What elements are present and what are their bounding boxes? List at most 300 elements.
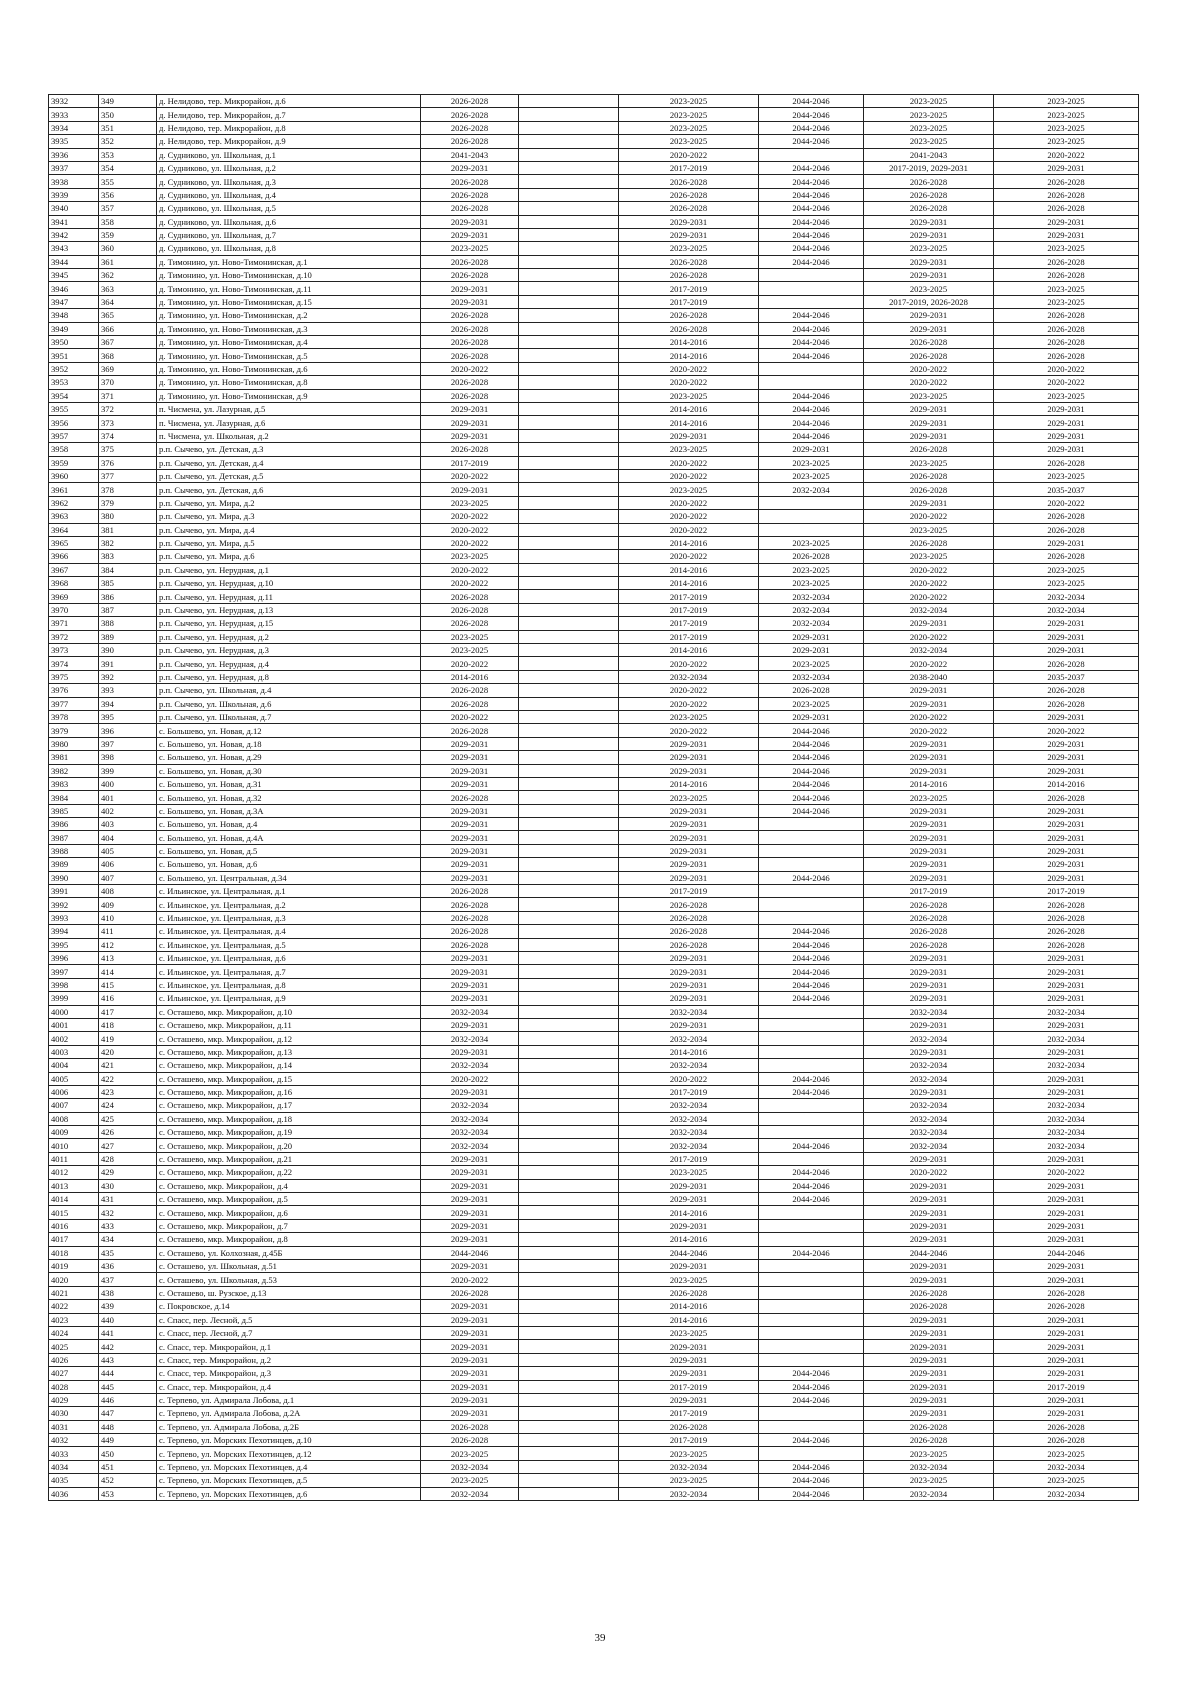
cell-address: р.п. Сычево, ул. Нерудная, д.11 — [157, 590, 421, 603]
cell-address: р.п. Сычево, ул. Нерудная, д.3 — [157, 644, 421, 657]
cell-year-col-2 — [519, 1460, 619, 1473]
cell-row-number: 378 — [99, 483, 157, 496]
table-row — [49, 925, 1139, 938]
cell-year-col-4: 2044-2046 — [759, 1246, 864, 1259]
cell-row-number: 353 — [99, 148, 157, 161]
cell-year-col-2 — [519, 844, 619, 857]
table-row — [49, 443, 1139, 456]
cell-year-col-6: 2029-2031 — [994, 1193, 1139, 1206]
cell-row-index: 4001 — [49, 1018, 99, 1031]
cell-year-col-6: 2026-2028 — [994, 938, 1139, 951]
cell-year-col-5: 2032-2034 — [864, 603, 994, 616]
cell-year-col-1: 2029-2031 — [421, 777, 519, 790]
cell-address: д. Тимонино, ул. Ново-Тимонинская, д.8 — [157, 376, 421, 389]
cell-row-number: 449 — [99, 1434, 157, 1447]
cell-year-col-1: 2032-2034 — [421, 1112, 519, 1125]
cell-year-col-6: 2026-2028 — [994, 456, 1139, 469]
cell-year-col-3: 2029-2031 — [619, 818, 759, 831]
table-row — [49, 175, 1139, 188]
table-row — [49, 188, 1139, 201]
cell-year-col-6: 2032-2034 — [994, 1112, 1139, 1125]
cell-year-col-4: 2029-2031 — [759, 443, 864, 456]
cell-year-col-1: 2029-2031 — [421, 952, 519, 965]
table-row — [49, 818, 1139, 831]
cell-row-number: 352 — [99, 135, 157, 148]
cell-year-col-2 — [519, 295, 619, 308]
cell-year-col-5: 2026-2028 — [864, 188, 994, 201]
cell-year-col-1: 2029-2031 — [421, 402, 519, 415]
cell-year-col-5: 2032-2034 — [864, 1112, 994, 1125]
cell-row-index: 3992 — [49, 898, 99, 911]
cell-year-col-2 — [519, 992, 619, 1005]
cell-row-number: 361 — [99, 255, 157, 268]
table-row — [49, 402, 1139, 415]
cell-row-index: 4029 — [49, 1393, 99, 1406]
cell-year-col-3: 2023-2025 — [619, 710, 759, 723]
cell-year-col-5: 2029-2031 — [864, 255, 994, 268]
cell-year-col-2 — [519, 1273, 619, 1286]
cell-year-col-3: 2026-2028 — [619, 309, 759, 322]
cell-address: с. Осташево, мкр. Микрорайон, д.19 — [157, 1126, 421, 1139]
cell-row-number: 444 — [99, 1367, 157, 1380]
cell-row-index: 3932 — [49, 95, 99, 108]
cell-year-col-1: 2029-2031 — [421, 1393, 519, 1406]
cell-year-col-5: 2023-2025 — [864, 791, 994, 804]
cell-row-index: 4012 — [49, 1166, 99, 1179]
cell-year-col-3: 2032-2034 — [619, 1099, 759, 1112]
cell-row-number: 362 — [99, 269, 157, 282]
cell-year-col-6: 2029-2031 — [994, 429, 1139, 442]
cell-year-col-3: 2029-2031 — [619, 1193, 759, 1206]
cell-row-index: 3975 — [49, 670, 99, 683]
cell-year-col-1: 2029-2031 — [421, 161, 519, 174]
cell-year-col-2 — [519, 148, 619, 161]
cell-year-col-2 — [519, 269, 619, 282]
cell-year-col-2 — [519, 1032, 619, 1045]
cell-year-col-2 — [519, 483, 619, 496]
cell-year-col-5: 2029-2031 — [864, 416, 994, 429]
cell-address: д. Тимонино, ул. Ново-Тимонинская, д.10 — [157, 269, 421, 282]
cell-year-col-2 — [519, 402, 619, 415]
cell-row-index: 4000 — [49, 1005, 99, 1018]
cell-year-col-4 — [759, 1420, 864, 1433]
cell-year-col-2 — [519, 724, 619, 737]
cell-address: р.п. Сычево, ул. Мира, д.2 — [157, 496, 421, 509]
cell-year-col-6: 2026-2028 — [994, 791, 1139, 804]
cell-year-col-4: 2044-2046 — [759, 1193, 864, 1206]
cell-row-number: 430 — [99, 1179, 157, 1192]
cell-year-col-2 — [519, 804, 619, 817]
table-row — [49, 992, 1139, 1005]
cell-year-col-1: 2026-2028 — [421, 349, 519, 362]
cell-row-index: 4027 — [49, 1367, 99, 1380]
cell-address: п. Чисмена, ул. Лазурная, д.6 — [157, 416, 421, 429]
cell-year-col-2 — [519, 1219, 619, 1232]
cell-row-index: 4013 — [49, 1179, 99, 1192]
cell-year-col-2 — [519, 1005, 619, 1018]
cell-address: д. Судниково, ул. Школьная, д.2 — [157, 161, 421, 174]
table-row — [49, 148, 1139, 161]
cell-year-col-1: 2026-2028 — [421, 911, 519, 924]
cell-year-col-1: 2029-2031 — [421, 1380, 519, 1393]
cell-year-col-5: 2023-2025 — [864, 456, 994, 469]
cell-address: д. Тимонино, ул. Ново-Тимонинская, д.11 — [157, 282, 421, 295]
cell-year-col-5: 2026-2028 — [864, 938, 994, 951]
cell-year-col-2 — [519, 1313, 619, 1326]
cell-year-col-3: 2029-2031 — [619, 965, 759, 978]
cell-year-col-3: 2014-2016 — [619, 402, 759, 415]
cell-year-col-6: 2026-2028 — [994, 1300, 1139, 1313]
cell-year-col-3: 2029-2031 — [619, 844, 759, 857]
cell-address: с. Ильинское, ул. Центральная, д.7 — [157, 965, 421, 978]
cell-year-col-4: 2044-2046 — [759, 724, 864, 737]
cell-row-number: 383 — [99, 550, 157, 563]
cell-year-col-4: 2044-2046 — [759, 1072, 864, 1085]
cell-year-col-3: 2029-2031 — [619, 228, 759, 241]
table-row — [49, 1380, 1139, 1393]
cell-year-col-6: 2029-2031 — [994, 764, 1139, 777]
cell-year-col-1: 2017-2019 — [421, 456, 519, 469]
cell-row-number: 439 — [99, 1300, 157, 1313]
cell-year-col-5: 2029-2031 — [864, 697, 994, 710]
cell-row-index: 4005 — [49, 1072, 99, 1085]
cell-row-index: 4036 — [49, 1487, 99, 1500]
cell-year-col-4 — [759, 844, 864, 857]
table-row — [49, 1219, 1139, 1232]
cell-year-col-1: 2029-2031 — [421, 844, 519, 857]
cell-address: с. Ильинское, ул. Центральная, д.5 — [157, 938, 421, 951]
cell-year-col-3: 2029-2031 — [619, 1179, 759, 1192]
cell-row-number: 416 — [99, 992, 157, 1005]
cell-year-col-4 — [759, 1300, 864, 1313]
cell-year-col-5: 2023-2025 — [864, 135, 994, 148]
cell-row-index: 4007 — [49, 1099, 99, 1112]
cell-row-index: 4021 — [49, 1286, 99, 1299]
cell-year-col-1: 2026-2028 — [421, 697, 519, 710]
cell-year-col-6: 2023-2025 — [994, 135, 1139, 148]
table-row — [49, 295, 1139, 308]
cell-address: с. Осташево, мкр. Микрорайон, д.5 — [157, 1193, 421, 1206]
cell-year-col-2 — [519, 1206, 619, 1219]
cell-year-col-3: 2014-2016 — [619, 1313, 759, 1326]
cell-row-index: 3991 — [49, 885, 99, 898]
table-row — [49, 885, 1139, 898]
cell-row-index: 4011 — [49, 1152, 99, 1165]
cell-address: д. Судниково, ул. Школьная, д.6 — [157, 215, 421, 228]
cell-year-col-4: 2044-2046 — [759, 202, 864, 215]
cell-year-col-4: 2044-2046 — [759, 978, 864, 991]
cell-year-col-2 — [519, 510, 619, 523]
table-row — [49, 1246, 1139, 1259]
table-row — [49, 710, 1139, 723]
cell-year-col-4: 2044-2046 — [759, 121, 864, 134]
cell-address: с. Большево, ул. Новая, д.3А — [157, 804, 421, 817]
cell-row-index: 4028 — [49, 1380, 99, 1393]
cell-row-number: 418 — [99, 1018, 157, 1031]
cell-year-col-5: 2029-2031 — [864, 1018, 994, 1031]
cell-year-col-3: 2020-2022 — [619, 510, 759, 523]
cell-row-index: 3980 — [49, 737, 99, 750]
cell-row-index: 3968 — [49, 577, 99, 590]
cell-year-col-3: 2014-2016 — [619, 416, 759, 429]
cell-year-col-5: 2026-2028 — [864, 349, 994, 362]
cell-row-number: 451 — [99, 1460, 157, 1473]
cell-row-number: 382 — [99, 536, 157, 549]
cell-year-col-4: 2023-2025 — [759, 563, 864, 576]
cell-row-index: 3978 — [49, 710, 99, 723]
cell-year-col-5: 2020-2022 — [864, 710, 994, 723]
cell-year-col-2 — [519, 684, 619, 697]
cell-year-col-3: 2026-2028 — [619, 1286, 759, 1299]
cell-row-index: 3993 — [49, 911, 99, 924]
cell-year-col-4: 2044-2046 — [759, 215, 864, 228]
cell-row-index: 3935 — [49, 135, 99, 148]
cell-year-col-5: 2044-2046 — [864, 1246, 994, 1259]
cell-year-col-3: 2026-2028 — [619, 1420, 759, 1433]
cell-year-col-4 — [759, 362, 864, 375]
cell-year-col-2 — [519, 322, 619, 335]
cell-row-number: 355 — [99, 175, 157, 188]
cell-year-col-1: 2026-2028 — [421, 322, 519, 335]
cell-year-col-2 — [519, 764, 619, 777]
schedule-table — [48, 94, 1139, 1501]
cell-year-col-4 — [759, 1032, 864, 1045]
cell-row-index: 3947 — [49, 295, 99, 308]
cell-year-col-4 — [759, 1219, 864, 1232]
cell-year-col-2 — [519, 1139, 619, 1152]
cell-year-col-4: 2044-2046 — [759, 309, 864, 322]
cell-year-col-1: 2029-2031 — [421, 1219, 519, 1232]
cell-year-col-1: 2032-2034 — [421, 1139, 519, 1152]
cell-year-col-4: 2044-2046 — [759, 1380, 864, 1393]
cell-year-col-4: 2023-2025 — [759, 469, 864, 482]
cell-year-col-4: 2044-2046 — [759, 322, 864, 335]
cell-year-col-3: 2020-2022 — [619, 724, 759, 737]
cell-year-col-4 — [759, 269, 864, 282]
cell-year-col-2 — [519, 1259, 619, 1272]
cell-year-col-2 — [519, 496, 619, 509]
cell-year-col-1: 2020-2022 — [421, 362, 519, 375]
cell-row-number: 374 — [99, 429, 157, 442]
cell-year-col-6: 2020-2022 — [994, 724, 1139, 737]
cell-row-number: 417 — [99, 1005, 157, 1018]
cell-year-col-2 — [519, 737, 619, 750]
cell-row-number: 402 — [99, 804, 157, 817]
page-number: 39 — [594, 1632, 606, 1644]
cell-year-col-3: 2023-2025 — [619, 443, 759, 456]
cell-address: р.п. Сычево, ул. Нерудная, д.1 — [157, 563, 421, 576]
cell-year-col-1: 2026-2028 — [421, 95, 519, 108]
cell-row-number: 400 — [99, 777, 157, 790]
cell-year-col-3: 2029-2031 — [619, 952, 759, 965]
cell-year-col-4: 2044-2046 — [759, 1367, 864, 1380]
cell-row-index: 4035 — [49, 1474, 99, 1487]
cell-year-col-6: 2029-2031 — [994, 617, 1139, 630]
cell-address: с. Ильинское, ул. Центральная, д.4 — [157, 925, 421, 938]
cell-year-col-1: 2026-2028 — [421, 336, 519, 349]
table-row — [49, 1487, 1139, 1500]
cell-year-col-2 — [519, 1072, 619, 1085]
cell-year-col-6: 2032-2034 — [994, 603, 1139, 616]
cell-year-col-2 — [519, 108, 619, 121]
cell-row-number: 385 — [99, 577, 157, 590]
cell-year-col-2 — [519, 202, 619, 215]
table-row — [49, 684, 1139, 697]
cell-address: р.п. Сычево, ул. Школьная, д.4 — [157, 684, 421, 697]
cell-year-col-3: 2014-2016 — [619, 577, 759, 590]
cell-row-number: 450 — [99, 1447, 157, 1460]
cell-year-col-6: 2026-2028 — [994, 1286, 1139, 1299]
cell-row-number: 426 — [99, 1126, 157, 1139]
cell-year-col-2 — [519, 1340, 619, 1353]
cell-row-number: 388 — [99, 617, 157, 630]
cell-year-col-2 — [519, 871, 619, 884]
cell-year-col-1: 2026-2028 — [421, 590, 519, 603]
cell-row-index: 3977 — [49, 697, 99, 710]
cell-year-col-1: 2020-2022 — [421, 510, 519, 523]
cell-year-col-1: 2032-2034 — [421, 1487, 519, 1500]
cell-year-col-5: 2041-2043 — [864, 148, 994, 161]
cell-address: с. Терпево, ул. Морских Пехотинцев, д.4 — [157, 1460, 421, 1473]
cell-row-index: 3984 — [49, 791, 99, 804]
cell-row-index: 3951 — [49, 349, 99, 362]
cell-row-index: 3999 — [49, 992, 99, 1005]
cell-row-index: 3969 — [49, 590, 99, 603]
table-row — [49, 1152, 1139, 1165]
cell-address: д. Тимонино, ул. Ново-Тимонинская, д.3 — [157, 322, 421, 335]
cell-address: р.п. Сычево, ул. Нерудная, д.13 — [157, 603, 421, 616]
cell-address: д. Тимонино, ул. Ново-Тимонинская, д.9 — [157, 389, 421, 402]
table-row — [49, 1353, 1139, 1366]
cell-year-col-6: 2032-2034 — [994, 1099, 1139, 1112]
cell-year-col-3: 2026-2028 — [619, 911, 759, 924]
cell-address: с. Спасс, пер. Лесной, д.5 — [157, 1313, 421, 1326]
cell-row-number: 395 — [99, 710, 157, 723]
table-row — [49, 1393, 1139, 1406]
cell-year-col-1: 2029-2031 — [421, 295, 519, 308]
cell-year-col-3: 2014-2016 — [619, 536, 759, 549]
cell-year-col-2 — [519, 1380, 619, 1393]
cell-year-col-1: 2020-2022 — [421, 710, 519, 723]
table-row — [49, 630, 1139, 643]
cell-address: с. Большево, ул. Новая, д.5 — [157, 844, 421, 857]
cell-year-col-1: 2026-2028 — [421, 1434, 519, 1447]
table-row — [49, 1179, 1139, 1192]
cell-year-col-6: 2026-2028 — [994, 336, 1139, 349]
cell-year-col-1: 2020-2022 — [421, 536, 519, 549]
cell-year-col-3: 2026-2028 — [619, 938, 759, 951]
cell-year-col-1: 2029-2031 — [421, 416, 519, 429]
cell-address: с. Большево, ул. Новая, д.12 — [157, 724, 421, 737]
cell-row-index: 3967 — [49, 563, 99, 576]
cell-row-index: 3954 — [49, 389, 99, 402]
cell-year-col-3: 2020-2022 — [619, 496, 759, 509]
cell-row-index: 3994 — [49, 925, 99, 938]
cell-year-col-3: 2023-2025 — [619, 1166, 759, 1179]
cell-year-col-3: 2017-2019 — [619, 630, 759, 643]
cell-year-col-3: 2029-2031 — [619, 858, 759, 871]
cell-year-col-1: 2026-2028 — [421, 121, 519, 134]
cell-year-col-3: 2020-2022 — [619, 362, 759, 375]
cell-address: р.п. Сычево, ул. Детская, д.3 — [157, 443, 421, 456]
cell-address: с. Терпево, ул. Морских Пехотинцев, д.10 — [157, 1434, 421, 1447]
cell-year-col-2 — [519, 617, 619, 630]
cell-year-col-3: 2020-2022 — [619, 697, 759, 710]
cell-year-col-1: 2020-2022 — [421, 523, 519, 536]
cell-year-col-3: 2023-2025 — [619, 791, 759, 804]
cell-year-col-5: 2032-2034 — [864, 1487, 994, 1500]
cell-year-col-4: 2023-2025 — [759, 456, 864, 469]
cell-address: с. Терпево, ул. Морских Пехотинцев, д.5 — [157, 1474, 421, 1487]
cell-year-col-6: 2026-2028 — [994, 309, 1139, 322]
cell-year-col-2 — [519, 215, 619, 228]
cell-year-col-1: 2029-2031 — [421, 751, 519, 764]
table-row — [49, 938, 1139, 951]
cell-year-col-4: 2044-2046 — [759, 1393, 864, 1406]
cell-year-col-3: 2026-2028 — [619, 188, 759, 201]
cell-year-col-6: 2029-2031 — [994, 1072, 1139, 1085]
cell-year-col-1: 2029-2031 — [421, 1179, 519, 1192]
cell-year-col-3: 2014-2016 — [619, 1206, 759, 1219]
cell-row-number: 377 — [99, 469, 157, 482]
cell-year-col-4 — [759, 1259, 864, 1272]
cell-row-index: 4031 — [49, 1420, 99, 1433]
cell-year-col-2 — [519, 751, 619, 764]
table-row — [49, 161, 1139, 174]
cell-year-col-1: 2032-2034 — [421, 1099, 519, 1112]
cell-year-col-5: 2026-2028 — [864, 483, 994, 496]
cell-year-col-4 — [759, 496, 864, 509]
cell-year-col-4 — [759, 898, 864, 911]
cell-year-col-5: 2020-2022 — [864, 1166, 994, 1179]
cell-year-col-6: 2032-2034 — [994, 1487, 1139, 1500]
cell-year-col-5: 2023-2025 — [864, 121, 994, 134]
cell-year-col-2 — [519, 1367, 619, 1380]
cell-row-index: 4033 — [49, 1447, 99, 1460]
cell-year-col-6: 2020-2022 — [994, 362, 1139, 375]
cell-row-index: 4006 — [49, 1085, 99, 1098]
table-row — [49, 1005, 1139, 1018]
cell-year-col-2 — [519, 603, 619, 616]
cell-year-col-6: 2026-2028 — [994, 255, 1139, 268]
table-row — [49, 777, 1139, 790]
cell-row-number: 367 — [99, 336, 157, 349]
cell-year-col-5: 2017-2019, 2026-2028 — [864, 295, 994, 308]
cell-year-col-3: 2026-2028 — [619, 255, 759, 268]
cell-year-col-4: 2044-2046 — [759, 1434, 864, 1447]
cell-year-col-3: 2026-2028 — [619, 925, 759, 938]
cell-address: с. Ильинское, ул. Центральная, д.1 — [157, 885, 421, 898]
cell-year-col-5: 2029-2031 — [864, 831, 994, 844]
cell-year-col-1: 2029-2031 — [421, 1152, 519, 1165]
cell-year-col-5: 2029-2031 — [864, 1326, 994, 1339]
cell-year-col-1: 2026-2028 — [421, 255, 519, 268]
cell-year-col-4 — [759, 1112, 864, 1125]
cell-year-col-1: 2023-2025 — [421, 242, 519, 255]
cell-year-col-5: 2029-2031 — [864, 1340, 994, 1353]
cell-row-index: 3953 — [49, 376, 99, 389]
cell-year-col-2 — [519, 630, 619, 643]
cell-address: р.п. Сычево, ул. Мира, д.3 — [157, 510, 421, 523]
cell-year-col-1: 2041-2043 — [421, 148, 519, 161]
cell-year-col-5: 2029-2031 — [864, 1193, 994, 1206]
cell-year-col-4: 2044-2046 — [759, 751, 864, 764]
cell-row-number: 364 — [99, 295, 157, 308]
table-row — [49, 831, 1139, 844]
cell-row-index: 4017 — [49, 1233, 99, 1246]
table-row — [49, 282, 1139, 295]
cell-row-index: 3981 — [49, 751, 99, 764]
